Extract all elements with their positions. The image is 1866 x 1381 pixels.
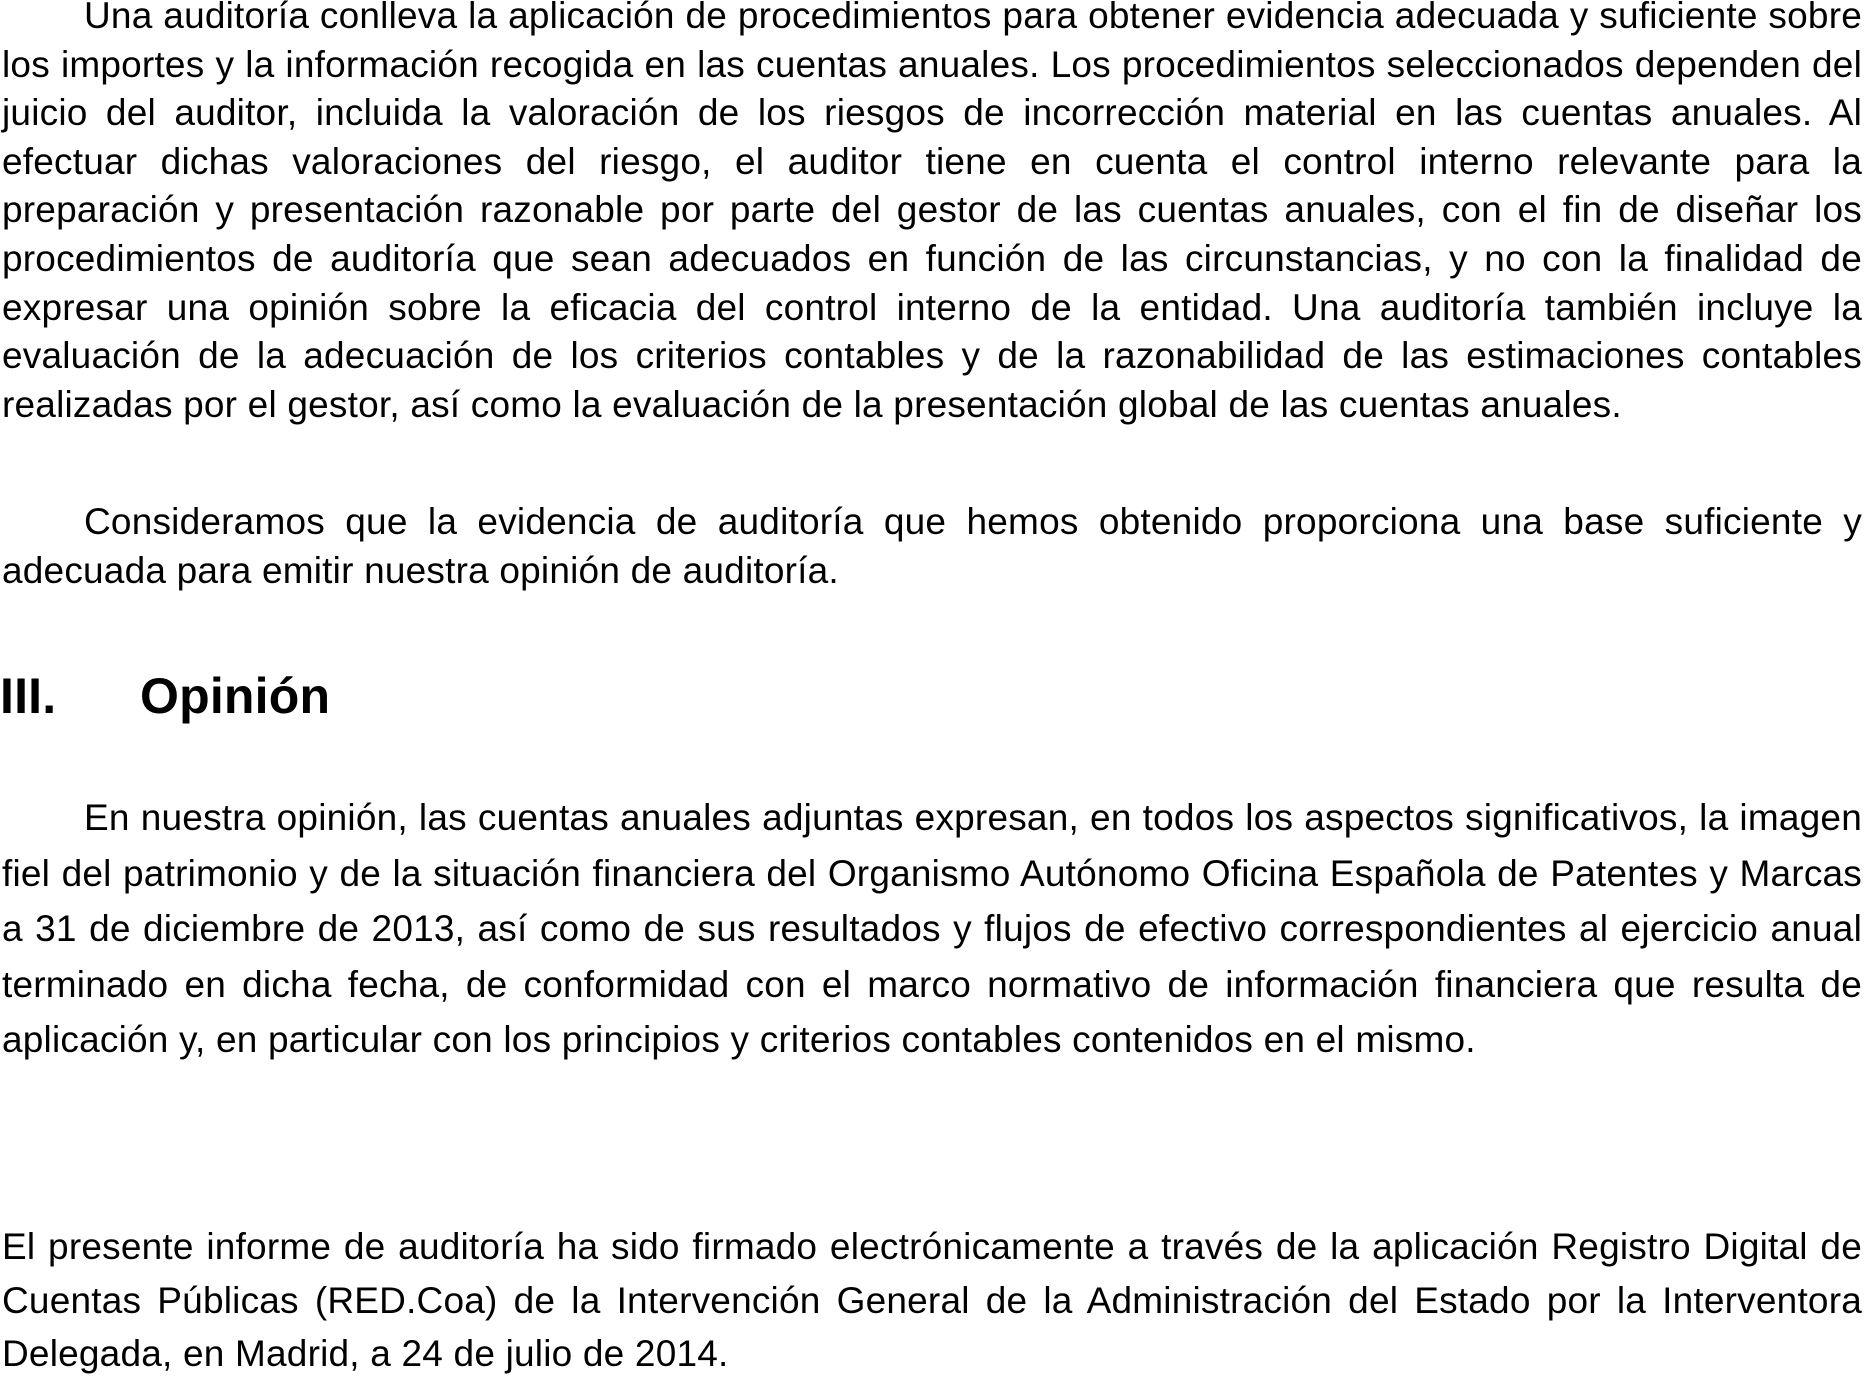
section-heading	[0, 661, 330, 731]
section-title: Opinión	[140, 668, 331, 724]
section-number: III.	[0, 668, 57, 724]
opinion-paragraph	[2, 790, 1862, 1068]
audit-procedures-paragraph	[2, 0, 1862, 429]
signature-statement-text: El presente informe de auditoría ha sido firmado electrónicamente a través de la aplicación Registro Digital de Cuentas Públicas (RED.Coa) de la Intervención General de la Administración del Estado por la Interventora Delegada, en Madrid, a 24 de julio de 2014.	[2, 1226, 1862, 1374]
audit-evidence-paragraph	[2, 498, 1862, 595]
audit-procedures-text: Una auditoría conlleva la aplicación de procedimientos para obtener evidencia adecuada y suficiente sobre los importes y la información recogida en las cuentas anuales. Los procedimientos seleccionados dependen del juicio del auditor, incluida la valoración de los riesgos de incorrección material en las cuentas anuales. Al efectuar dichas valoraciones del riesgo, el auditor tiene en cuenta el control interno relevante para la preparación y presentación razonable por parte del gestor de las cuentas anuales, con el fin de diseñar los procedimientos de auditoría que sean adecuados en función de las circunstancias, y no con la finalidad de expresar una opinión sobre la eficacia del control interno de la entidad. Una auditoría también incluye la evaluación de la adecuación de los criterios contables y de la razonabilidad de las estimaciones contables realizadas por el gestor, así como la evaluación de la presentación global de las cuentas anuales.	[2, 0, 1862, 425]
signature-statement-paragraph	[2, 1220, 1862, 1381]
opinion-text: En nuestra opinión, las cuentas anuales adjuntas expresan, en todos los aspectos significativos, la imagen fiel del patrimonio y de la situación financiera del Organismo Autónomo Oficina Española de Patentes y Marcas a 31 de diciembre de 2013, así como de sus resultados y flujos de efectivo correspondientes al ejercicio anual terminado en dicha fecha, de conformidad con el marco normativo de información financiera que resulta de aplicación y, en particular con los principios y criterios contables contenidos en el mismo.	[2, 797, 1862, 1061]
audit-evidence-text: Consideramos que la evidencia de auditoría que hemos obtenido proporciona una base suficiente y adecuada para emitir nuestra opinión de auditoría.	[2, 501, 1862, 591]
